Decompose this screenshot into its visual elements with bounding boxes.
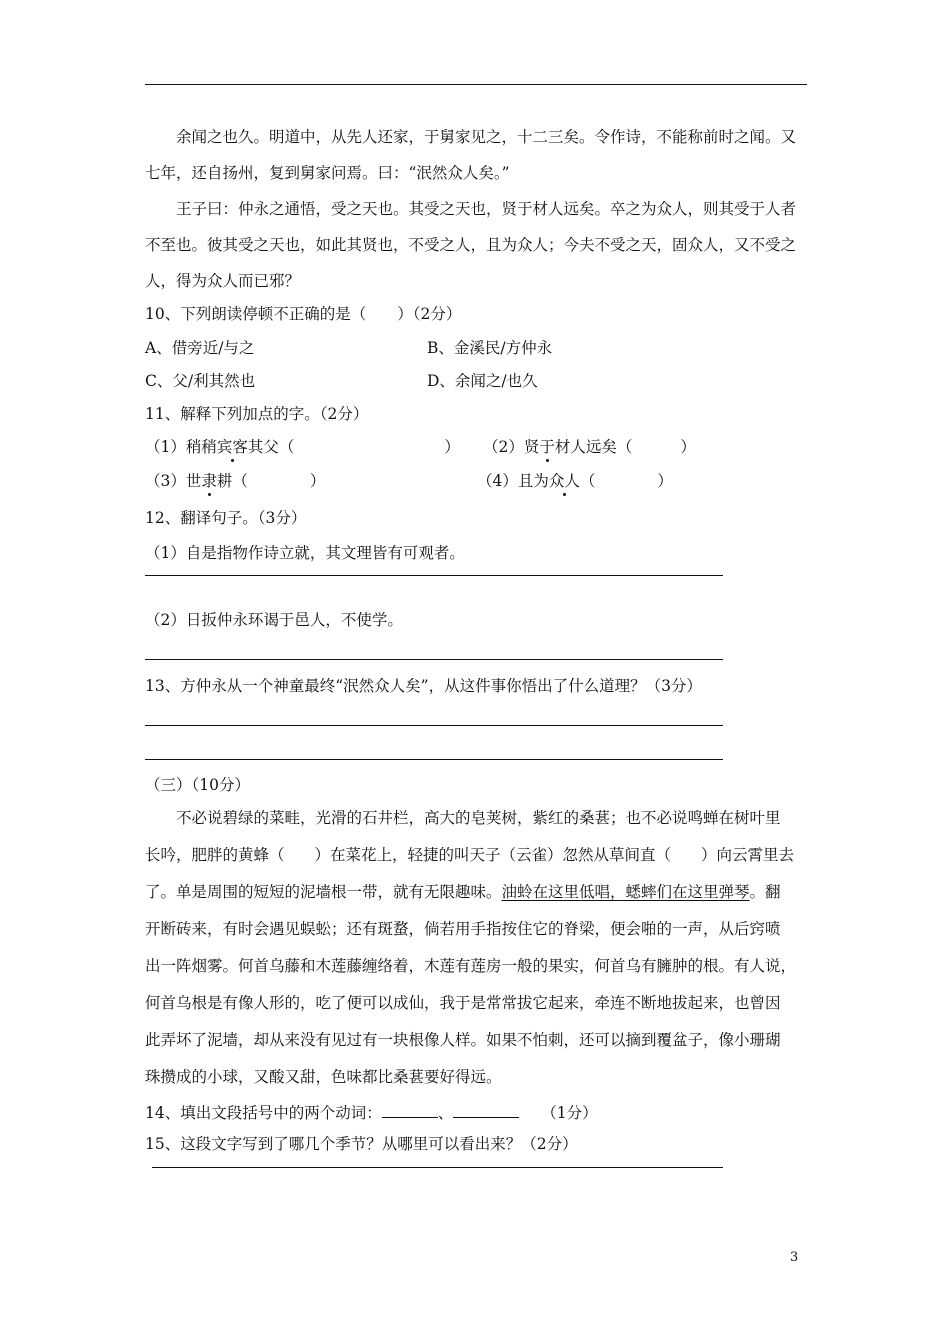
passage-line: 珠攒成的小球，又酸又甜，色味都比桑葚要好得远。	[145, 1068, 502, 1086]
page-number: 3	[790, 1250, 799, 1265]
question-11-stem: 11、解释下列加点的字。（2分）	[145, 405, 369, 423]
answer-line[interactable]	[152, 1167, 723, 1168]
passage-line: 七年，还自扬州，复到舅家问焉。曰：“泯然众人矣。”	[145, 164, 510, 182]
option-a: A、借旁近/与之	[145, 339, 255, 357]
passage-line: 不必说碧绿的菜畦，光滑的石井栏，高大的皂荚树，紫红的桑葚；也不必说鸣蝉在树叶里	[176, 809, 781, 827]
blank-2[interactable]	[453, 1101, 519, 1118]
answer-line[interactable]	[145, 659, 723, 660]
question-10-stem: 10、下列朗读停顿不正确的是（ ）（2分）	[145, 305, 462, 323]
passage-line: 长吟，肥胖的黄蜂（ ）在菜花上，轻捷的叫天子（云雀）忽然从草间直（ ）向云霄里去	[145, 846, 795, 864]
option-c: C、父/利其然也	[145, 372, 256, 390]
q11-item-4: （4）且为众人（ ）	[477, 472, 673, 490]
question-12-stem: 12、翻译句子。（3分）	[145, 509, 307, 527]
answer-line[interactable]	[145, 725, 723, 726]
answer-line[interactable]	[145, 759, 723, 760]
passage-line: 不至也。彼其受之天也，如此其贤也，不受之人，且为众人；今夫不受之天，固众人，又不受之	[145, 236, 797, 254]
option-b: B、金溪民/方仲永	[427, 339, 553, 357]
section-3-title: （三）（10分）	[145, 776, 250, 794]
dotted-char: 隶	[201, 472, 217, 490]
question-13-stem: 13、方仲永从一个神童最终“泯然众人矣”，从这件事你悟出了什么道理？（3分）	[145, 677, 702, 695]
passage-line: 王子曰：仲永之通悟，受之天也。其受之天也，贤于材人远矣。卒之为众人，则其受于人者	[176, 200, 797, 218]
passage-line: 余闻之也久。明道中，从先人还家，于舅家见之，十二三矣。令作诗，不能称前时之闻。又	[176, 128, 797, 146]
option-d: D、余闻之/也久	[427, 372, 538, 390]
q12-sentence-1: （1）自是指物作诗立就，其文理皆有可观者。	[145, 544, 465, 562]
dotted-char: 于	[539, 438, 555, 456]
passage-line: 人，得为众人而已邪？	[145, 272, 301, 290]
passage-line: 开断砖来，有时会遇见蜈蚣；还有斑蝥，倘若用手指按住它的脊梁，便会啪的一声，从后窍喷	[145, 920, 781, 938]
header-rule	[145, 84, 807, 85]
question-14: 14、填出文段括号中的两个动词： 、 （1分）	[145, 1101, 598, 1123]
dotted-char: 宾客	[216, 438, 248, 456]
passage-line: 何首乌根是有像人形的，吃了便可以成仙，我于是常常拔它起来，牵连不断地拔起来，也曾因	[145, 994, 781, 1012]
passage-line: 出一阵烟雾。何首乌藤和木莲藤缠络着，木莲有莲房一般的果实，何首乌有臃肿的根。有人说，	[145, 957, 797, 975]
passage-line: 了。单是周围的短短的泥墙根一带，就有无限趣味。油蛉在这里低唱，蟋蟀们在这里弹琴。翻	[145, 883, 781, 901]
dotted-char: 众人	[548, 472, 580, 490]
q12-sentence-2: （2）日扳仲永环谒于邑人，不使学。	[145, 611, 403, 629]
answer-line[interactable]	[145, 575, 723, 576]
q11-item-2: （2）贤于材人远矣（ ）	[483, 438, 696, 456]
blank-1[interactable]	[382, 1101, 438, 1118]
passage-line: 此弄坏了泥墙，却从来没有见过有一块根像人样。如果不怕刺，还可以摘到覆盆子，像小珊瑚	[145, 1031, 781, 1049]
underlined-sentence: 油蛉在这里低唱，蟋蟀们在这里弹琴	[501, 883, 750, 901]
q11-item-1: （1）稍稍宾客其父（ ）	[145, 438, 460, 456]
q11-item-3: （3）世隶耕（ ）	[145, 472, 326, 490]
question-15-stem: 15、这段文字写到了哪几个季节？从哪里可以看出来？（2分）	[145, 1135, 578, 1153]
